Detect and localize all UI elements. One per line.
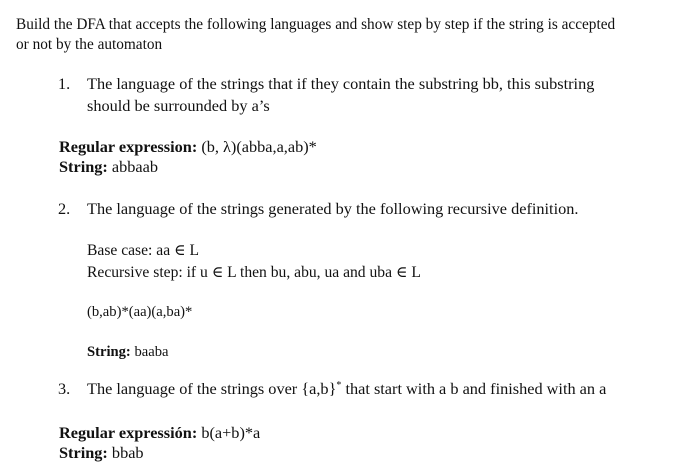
item-1-line-2: should be surrounded by a’s: [87, 96, 270, 115]
item-2-string-label: String:: [87, 344, 131, 360]
item-3-regex-value: b(a+b)*a: [201, 423, 261, 442]
item-2-number: 2.: [58, 199, 71, 218]
item-1-regex-value: (b, λ)(abba,a,ab)*: [201, 137, 317, 156]
item-1-string-value: abbaab: [111, 157, 159, 176]
intro-line-1: Build the DFA that accepts the following languages and show step by step if the string is accepted: [16, 16, 616, 33]
item-3-number: 3.: [58, 379, 71, 398]
item-1-number: 1.: [58, 74, 71, 93]
item-1-regex: [59, 139, 317, 155]
item-3-string: [59, 445, 144, 461]
item-3-regex: [59, 425, 260, 441]
intro-line-2: or not by the automaton: [16, 36, 163, 53]
item-2-text: The language of the strings generated by the following recursive definition.: [87, 199, 579, 218]
item-3-text-after: that start with a b and finished with an a: [341, 379, 607, 398]
item-2-line-1: [58, 201, 578, 217]
item-1-string-label: String:: [59, 157, 108, 176]
item-1-text: The language of the strings that if they contain the substring bb, this substring: [87, 74, 595, 93]
item-2-regex: (b,ab)*(aa)(a,ba)*: [87, 304, 193, 320]
item-2-base-case: Base case: aa ∈ L: [87, 242, 199, 259]
item-3-regex-label: Regular expressión:: [59, 423, 198, 442]
item-1-regex-label: Regular expression:: [59, 137, 198, 156]
item-3-line-1: [58, 381, 606, 397]
item-2-string-value: baaba: [134, 344, 169, 360]
item-1-line-1: [58, 76, 594, 92]
item-3-text-before: The language of the strings over: [87, 379, 302, 398]
item-2-string: [87, 345, 168, 360]
item-3-string-value: bbab: [111, 443, 144, 462]
item-2-recursive-step: Recursive step: if u ∈ L then bu, abu, ua and uba ∈ L: [87, 264, 421, 281]
item-3-string-label: String:: [59, 443, 108, 462]
item-3-superscript: *: [336, 380, 342, 391]
item-3-set: {a,b}: [301, 379, 337, 398]
item-1-string: [59, 159, 158, 175]
